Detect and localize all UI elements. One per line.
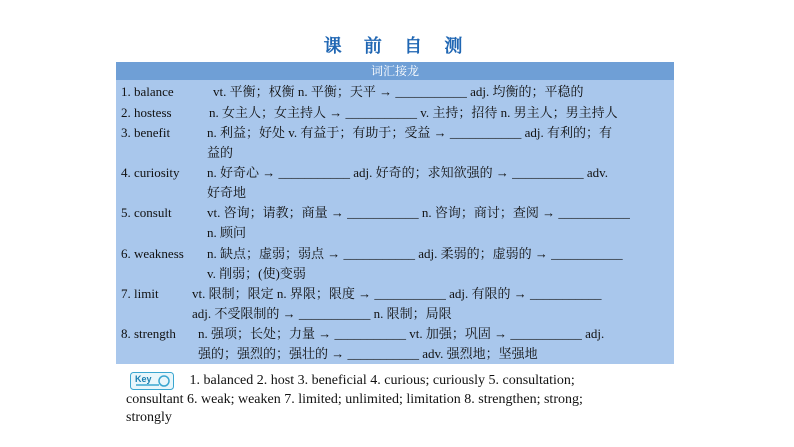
panel-header: 词汇接龙 — [116, 62, 674, 80]
entry-definition: vt. 平衡；权衡 n. 平衡；天平 → ___________ adj. 均衡的；平稳的 — [213, 84, 584, 99]
entry-word: 7. limit — [121, 286, 159, 301]
entry-definition: n. 利益；好处 v. 有益于；有助于；受益 → ___________ adj. 有利的；有 — [207, 125, 613, 140]
vocab-entry-limit — [116, 284, 674, 324]
answer-key-line-2: consultant 6. weak; weaken 7. limited; unlimited; limitation 8. strengthen; strong; — [126, 392, 583, 407]
entry-definition-continued: n. 顾问 — [207, 225, 247, 240]
entry-definition: vt. 咨询；请教；商量 → ___________ n. 咨询；商讨；查阅 → ___________ — [207, 205, 630, 220]
answer-text: 1. balanced 2. host 3. beneficial 4. curious; curiously 5. consultation; — [189, 373, 575, 388]
vocab-entry-balance — [116, 82, 674, 102]
entry-definition: n. 女主人；女主持人 → ___________ v. 主持；招待 n. 男主人；男主持人 — [209, 105, 618, 120]
entry-word: 2. hostess — [121, 105, 172, 120]
key-label: Key — [135, 374, 152, 384]
key-icon — [130, 372, 174, 390]
vocab-entry-hostess — [116, 103, 674, 123]
entry-definition: n. 强项；长处；力量 → ___________ vt. 加强；巩固 → ___________ adj. — [198, 326, 605, 341]
entry-definition-continued: adj. 不受限制的 → ___________ n. 限制；局限 — [192, 306, 452, 321]
vocab-entry-curiosity — [116, 163, 674, 203]
answer-key-line-3: strongly — [126, 410, 172, 425]
entry-definition: n. 缺点；虚弱；弱点 → ___________ adj. 柔弱的；虚弱的 → ___________ — [207, 246, 623, 261]
vocab-entry-weakness — [116, 244, 674, 284]
entry-definition-continued: 益的 — [207, 145, 234, 160]
entry-word: 5. consult — [121, 205, 172, 220]
entry-definition: n. 好奇心 → ___________ adj. 好奇的；求知欲强的 → ___________ adv. — [207, 165, 609, 180]
entry-word: 4. curiosity — [121, 165, 180, 180]
vocab-entry-benefit — [116, 123, 674, 163]
entry-word: 8. strength — [121, 326, 176, 341]
entry-word: 3. benefit — [121, 125, 171, 140]
vocabulary-panel — [116, 62, 674, 364]
entry-definition-continued: 好奇地 — [207, 185, 247, 200]
entry-definition-continued: 强的；强烈的；强壮的 → ___________ adv. 强烈地；坚强地 — [198, 346, 538, 361]
entry-word: 1. balance — [121, 84, 174, 99]
entry-word: 6. weakness — [121, 246, 184, 261]
answer-key-line-1 — [130, 371, 575, 391]
entry-definition-continued: v. 削弱；(使)变弱 — [207, 266, 306, 281]
vocab-entry-consult — [116, 203, 674, 243]
page-title: 课 前 自 测 — [323, 36, 471, 57]
vocab-entry-strength — [116, 324, 674, 364]
entry-definition: vt. 限制；限定 n. 界限；限度 → ___________ adj. 有限的 → ___________ — [192, 286, 602, 301]
